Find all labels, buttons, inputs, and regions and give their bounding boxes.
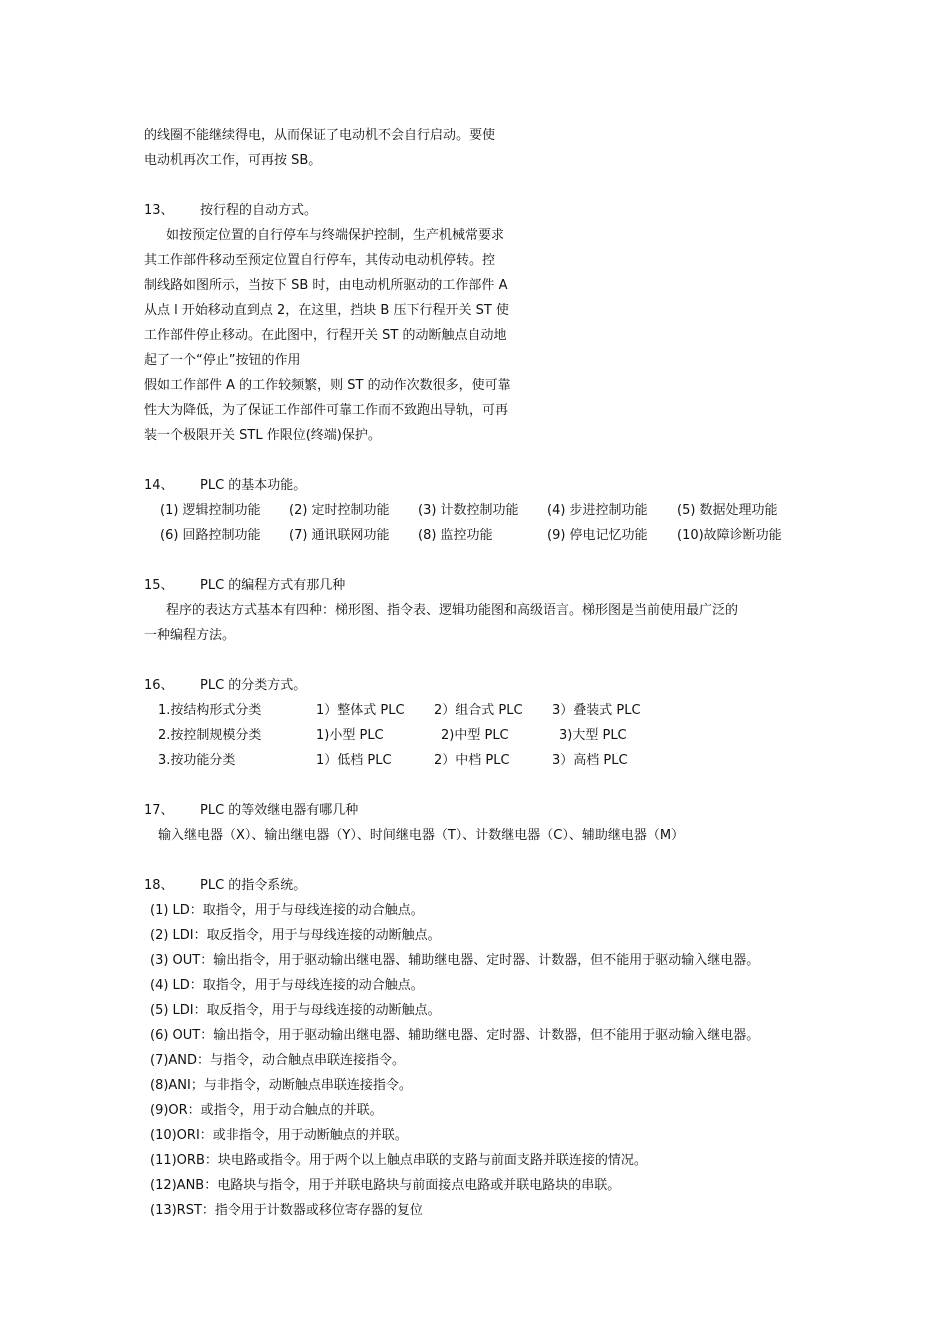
q13-body-line: 工作部件停止移动。在此图中，行程开关 ST 的动断触点自动地 — [144, 328, 507, 343]
q18-instruction-item: (9)OR：或指令，用于动合触点的并联。 — [150, 1103, 383, 1118]
intro-line-1: 的线圈不能继续得电，从而保证了电动机不会自行启动。要使 — [144, 128, 496, 143]
q13-body-line: 如按预定位置的自行停车与终端保护控制，生产机械常要求 — [166, 228, 505, 243]
q14-function-item: (10)故障诊断功能 — [677, 528, 782, 543]
q14-function-item: (7) 通讯联网功能 — [289, 528, 390, 543]
q14-function-item: (1) 逻辑控制功能 — [160, 503, 261, 518]
q18-title: PLC 的指令系统。 — [200, 878, 307, 893]
q18-instruction-item: (8)ANI；与非指令，动断触点串联连接指令。 — [150, 1078, 412, 1093]
q13-body-line: 其工作部件移动至预定位置自行停车，其传动电动机停转。控 — [144, 253, 496, 268]
q13-body-line: 假如工作部件 A 的工作较频繁，则 ST 的动作次数很多，使可靠 — [144, 378, 511, 393]
q17-heading — [144, 803, 358, 819]
q13-heading — [144, 203, 317, 219]
q16-type: 3）叠装式 PLC — [552, 703, 641, 718]
q18-heading — [144, 878, 306, 894]
q16-number: 16、 — [144, 678, 174, 693]
q18-instruction-item: (3) OUT：输出指令，用于驱动输出继电器、辅助继电器、定时器、计数器，但不能用于驱动输入继电器。 — [150, 953, 760, 968]
q18-instruction-item: (12)ANB：电路块与指令，用于并联电路块与前面接点电路或并联电路块的串联。 — [150, 1178, 621, 1193]
q16-heading — [144, 678, 306, 694]
q18-number: 18、 — [144, 878, 174, 893]
q14-function-item: (4) 步进控制功能 — [547, 503, 648, 518]
q18-instruction-item: (6) OUT：输出指令，用于驱动输出继电器、辅助继电器、定时器、计数器，但不能用于驱动输入继电器。 — [150, 1028, 760, 1043]
q18-instruction-item: (7)AND：与指令，动合触点串联连接指令。 — [150, 1053, 406, 1068]
q16-type: 1）低档 PLC — [316, 753, 392, 768]
q14-function-item: (8) 监控功能 — [418, 528, 493, 543]
q18-instruction-item: (11)ORB：块电路或指令。用于两个以上触点串联的支路与前面支路并联连接的情况。 — [150, 1153, 647, 1168]
q18-instruction-item: (10)ORI：或非指令，用于动断触点的并联。 — [150, 1128, 408, 1143]
q13-body-line: 制线路如图所示，当按下 SB 时，由电动机所驱动的工作部件 A — [144, 278, 508, 293]
q16-type: 2）中档 PLC — [434, 753, 510, 768]
q13-number: 13、 — [144, 203, 174, 218]
q18-instruction-item: (2) LDI：取反指令，用于与母线连接的动断触点。 — [150, 928, 441, 943]
q16-type: 3)大型 PLC — [559, 728, 627, 743]
q16-type: 2）组合式 PLC — [434, 703, 523, 718]
q13-body-line: 性大为降低，为了保证工作部件可靠工作而不致跑出导轨，可再 — [144, 403, 509, 418]
q18-instruction-item: (5) LDI：取反指令，用于与母线连接的动断触点。 — [150, 1003, 441, 1018]
q16-type: 1）整体式 PLC — [316, 703, 405, 718]
q18-instruction-item: (1) LD：取指令，用于与母线连接的动合触点。 — [150, 903, 424, 918]
q16-category: 1.按结构形式分类 — [158, 703, 262, 718]
q13-body-line: 从点 l 开始移动直到点 2，在这里，挡块 B 压下行程开关 ST 使 — [144, 303, 509, 318]
q16-category: 2.按控制规模分类 — [158, 728, 262, 743]
q15-heading — [144, 578, 345, 594]
q16-category: 3.按功能分类 — [158, 753, 236, 768]
q15-title: PLC 的编程方式有那几种 — [200, 578, 346, 593]
q17-number: 17、 — [144, 803, 174, 818]
q16-type: 3）高档 PLC — [552, 753, 628, 768]
q15-number: 15、 — [144, 578, 174, 593]
q14-function-item: (9) 停电记忆功能 — [547, 528, 648, 543]
q15-body-line: 一种编程方法。 — [144, 628, 236, 643]
q14-heading — [144, 478, 306, 494]
q13-body-line: 起了一个“停止”按钮的作用 — [144, 353, 301, 368]
q14-function-item: (2) 定时控制功能 — [289, 503, 390, 518]
q16-title: PLC 的分类方式。 — [200, 678, 307, 693]
q15-body-line: 程序的表达方式基本有四种：梯形图、指令表、逻辑功能图和高级语言。梯形图是当前使用最广泛的 — [166, 603, 739, 618]
q17-title: PLC 的等效继电器有哪几种 — [200, 803, 359, 818]
q13-body-line: 装一个极限开关 STL 作限位(终端)保护。 — [144, 428, 381, 443]
q18-instruction-item: (13)RST：指令用于计数器或移位寄存器的复位 — [150, 1203, 423, 1218]
q14-function-item: (3) 计数控制功能 — [418, 503, 519, 518]
q18-instruction-item: (4) LD：取指令，用于与母线连接的动合触点。 — [150, 978, 424, 993]
q16-type: 1)小型 PLC — [316, 728, 384, 743]
q14-number: 14、 — [144, 478, 174, 493]
q13-title: 按行程的自动方式。 — [200, 203, 318, 218]
intro-line-2: 电动机再次工作，可再按 SB。 — [144, 153, 322, 168]
q14-function-item: (5) 数据处理功能 — [677, 503, 778, 518]
q14-function-item: (6) 回路控制功能 — [160, 528, 261, 543]
q16-type: 2)中型 PLC — [441, 728, 509, 743]
q17-body: 输入继电器（X）、输出继电器（Y）、时间继电器（T）、计数继电器（C）、辅助继电器（M） — [158, 828, 685, 843]
q14-title: PLC 的基本功能。 — [200, 478, 307, 493]
